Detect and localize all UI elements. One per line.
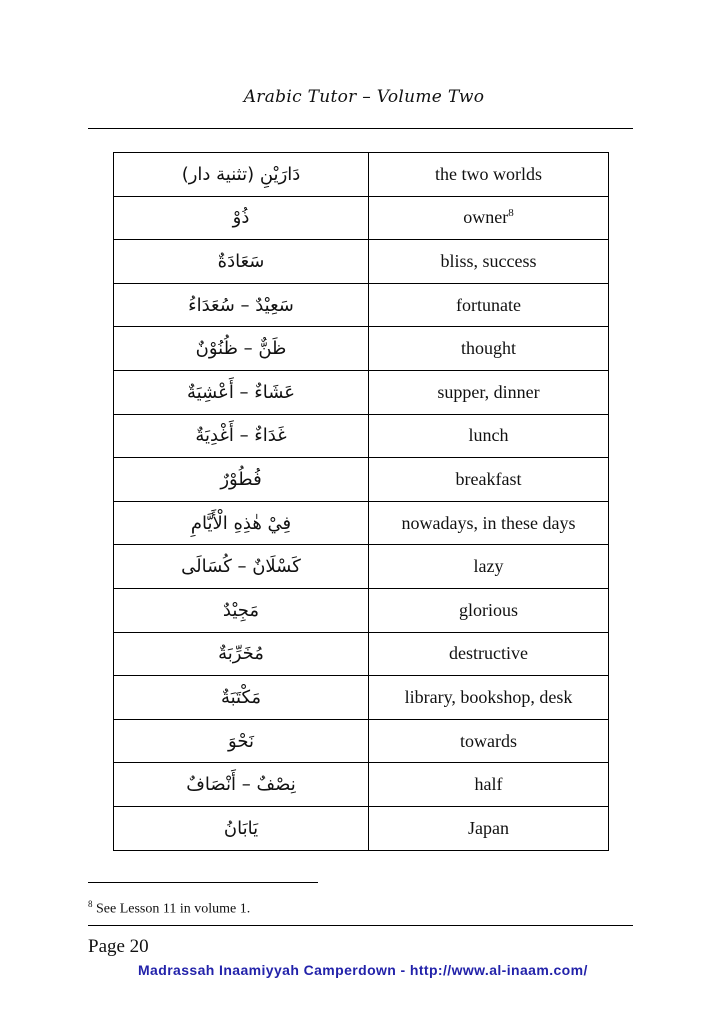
arabic-term: كَسْلَانٌ – كُسَالَى bbox=[114, 545, 369, 589]
table-row bbox=[114, 196, 609, 240]
table-row bbox=[114, 370, 609, 414]
english-meaning bbox=[369, 763, 609, 807]
arabic-term: غَدَاءٌ – أَغْدِيَةٌ bbox=[114, 414, 369, 458]
english-meaning bbox=[369, 153, 609, 197]
english-meaning bbox=[369, 240, 609, 284]
english-meaning-text: breakfast bbox=[455, 468, 522, 489]
page-header-title: Arabic Tutor – Volume Two bbox=[243, 87, 485, 107]
english-meaning-text: supper, dinner bbox=[437, 381, 540, 402]
english-meaning-text: glorious bbox=[458, 599, 518, 620]
english-meaning-text: owner bbox=[463, 207, 509, 228]
arabic-term: دَارَيْنِ (تثنية دار) bbox=[114, 153, 369, 197]
english-meaning bbox=[369, 806, 609, 850]
footnote-divider bbox=[88, 882, 318, 883]
english-meaning bbox=[369, 719, 609, 763]
english-meaning bbox=[369, 327, 609, 371]
arabic-term: فِيْ هٰذِهِ الْأَيَّامِ bbox=[114, 501, 369, 545]
arabic-term: عَشَاءٌ – أَعْشِيَةٌ bbox=[114, 370, 369, 414]
arabic-term: نِصْفٌ – أَنْصَافٌ bbox=[114, 763, 369, 807]
english-meaning bbox=[369, 632, 609, 676]
footnote bbox=[88, 899, 250, 918]
table-row bbox=[114, 763, 609, 807]
english-meaning-text: Japan bbox=[468, 817, 509, 838]
arabic-term: يَابَانُ bbox=[114, 806, 369, 850]
vocabulary-table bbox=[113, 152, 609, 851]
english-meaning bbox=[369, 676, 609, 720]
table-row bbox=[114, 458, 609, 502]
english-meaning-text: destructive bbox=[449, 643, 528, 664]
arabic-term: ظَنٌّ – ظُنُوْنٌ bbox=[114, 327, 369, 371]
table-row bbox=[114, 240, 609, 284]
table-row bbox=[114, 327, 609, 371]
table-row bbox=[114, 632, 609, 676]
footnote-reference: 8 bbox=[508, 207, 514, 220]
english-meaning-text: bliss, success bbox=[440, 250, 537, 271]
english-meaning-text: nowadays, in these days bbox=[401, 512, 576, 533]
table-row bbox=[114, 588, 609, 632]
footnote-number: 8 bbox=[88, 899, 93, 909]
english-meaning bbox=[369, 545, 609, 589]
arabic-term: مُخَرِّبَةٌ bbox=[114, 632, 369, 676]
english-meaning bbox=[369, 588, 609, 632]
english-meaning-text: the two worlds bbox=[435, 163, 542, 184]
english-meaning bbox=[369, 414, 609, 458]
arabic-term: سَعَادَةٌ bbox=[114, 240, 369, 284]
page-number: Page 20 bbox=[88, 936, 149, 957]
english-meaning-text: thought bbox=[460, 338, 516, 359]
english-meaning-text: fortunate bbox=[456, 294, 521, 315]
arabic-term: مَجِيْدٌ bbox=[114, 588, 369, 632]
english-meaning-text: lazy bbox=[473, 556, 504, 577]
table-row bbox=[114, 153, 609, 197]
english-meaning bbox=[369, 283, 609, 327]
footnote-text: See Lesson 11 in volume 1. bbox=[92, 901, 251, 917]
arabic-term: فُطُوْرٌ bbox=[114, 458, 369, 502]
english-meaning bbox=[369, 501, 609, 545]
arabic-term: نَحْوَ bbox=[114, 719, 369, 763]
arabic-term: سَعِيْدٌ – سُعَدَاءُ bbox=[114, 283, 369, 327]
table-row bbox=[114, 676, 609, 720]
footer-website-link[interactable]: Madrassah Inaamiyyah Camperdown - http://www.al-inaam.com/ bbox=[138, 962, 588, 978]
table-row bbox=[114, 719, 609, 763]
table-row bbox=[114, 501, 609, 545]
arabic-term: ذُوْ bbox=[114, 196, 369, 240]
table-row bbox=[114, 806, 609, 850]
english-meaning bbox=[369, 196, 609, 240]
english-meaning bbox=[369, 458, 609, 502]
english-meaning-text: lunch bbox=[468, 425, 509, 446]
english-meaning-text: half bbox=[474, 774, 503, 795]
arabic-term: مَكْتَبَةٌ bbox=[114, 676, 369, 720]
english-meaning-text: towards bbox=[460, 730, 517, 751]
table-row bbox=[114, 414, 609, 458]
table-row bbox=[114, 545, 609, 589]
header-divider bbox=[88, 128, 633, 129]
english-meaning bbox=[369, 370, 609, 414]
footer-divider bbox=[88, 925, 633, 926]
table-row bbox=[114, 283, 609, 327]
english-meaning-text: library, bookshop, desk bbox=[404, 686, 573, 707]
